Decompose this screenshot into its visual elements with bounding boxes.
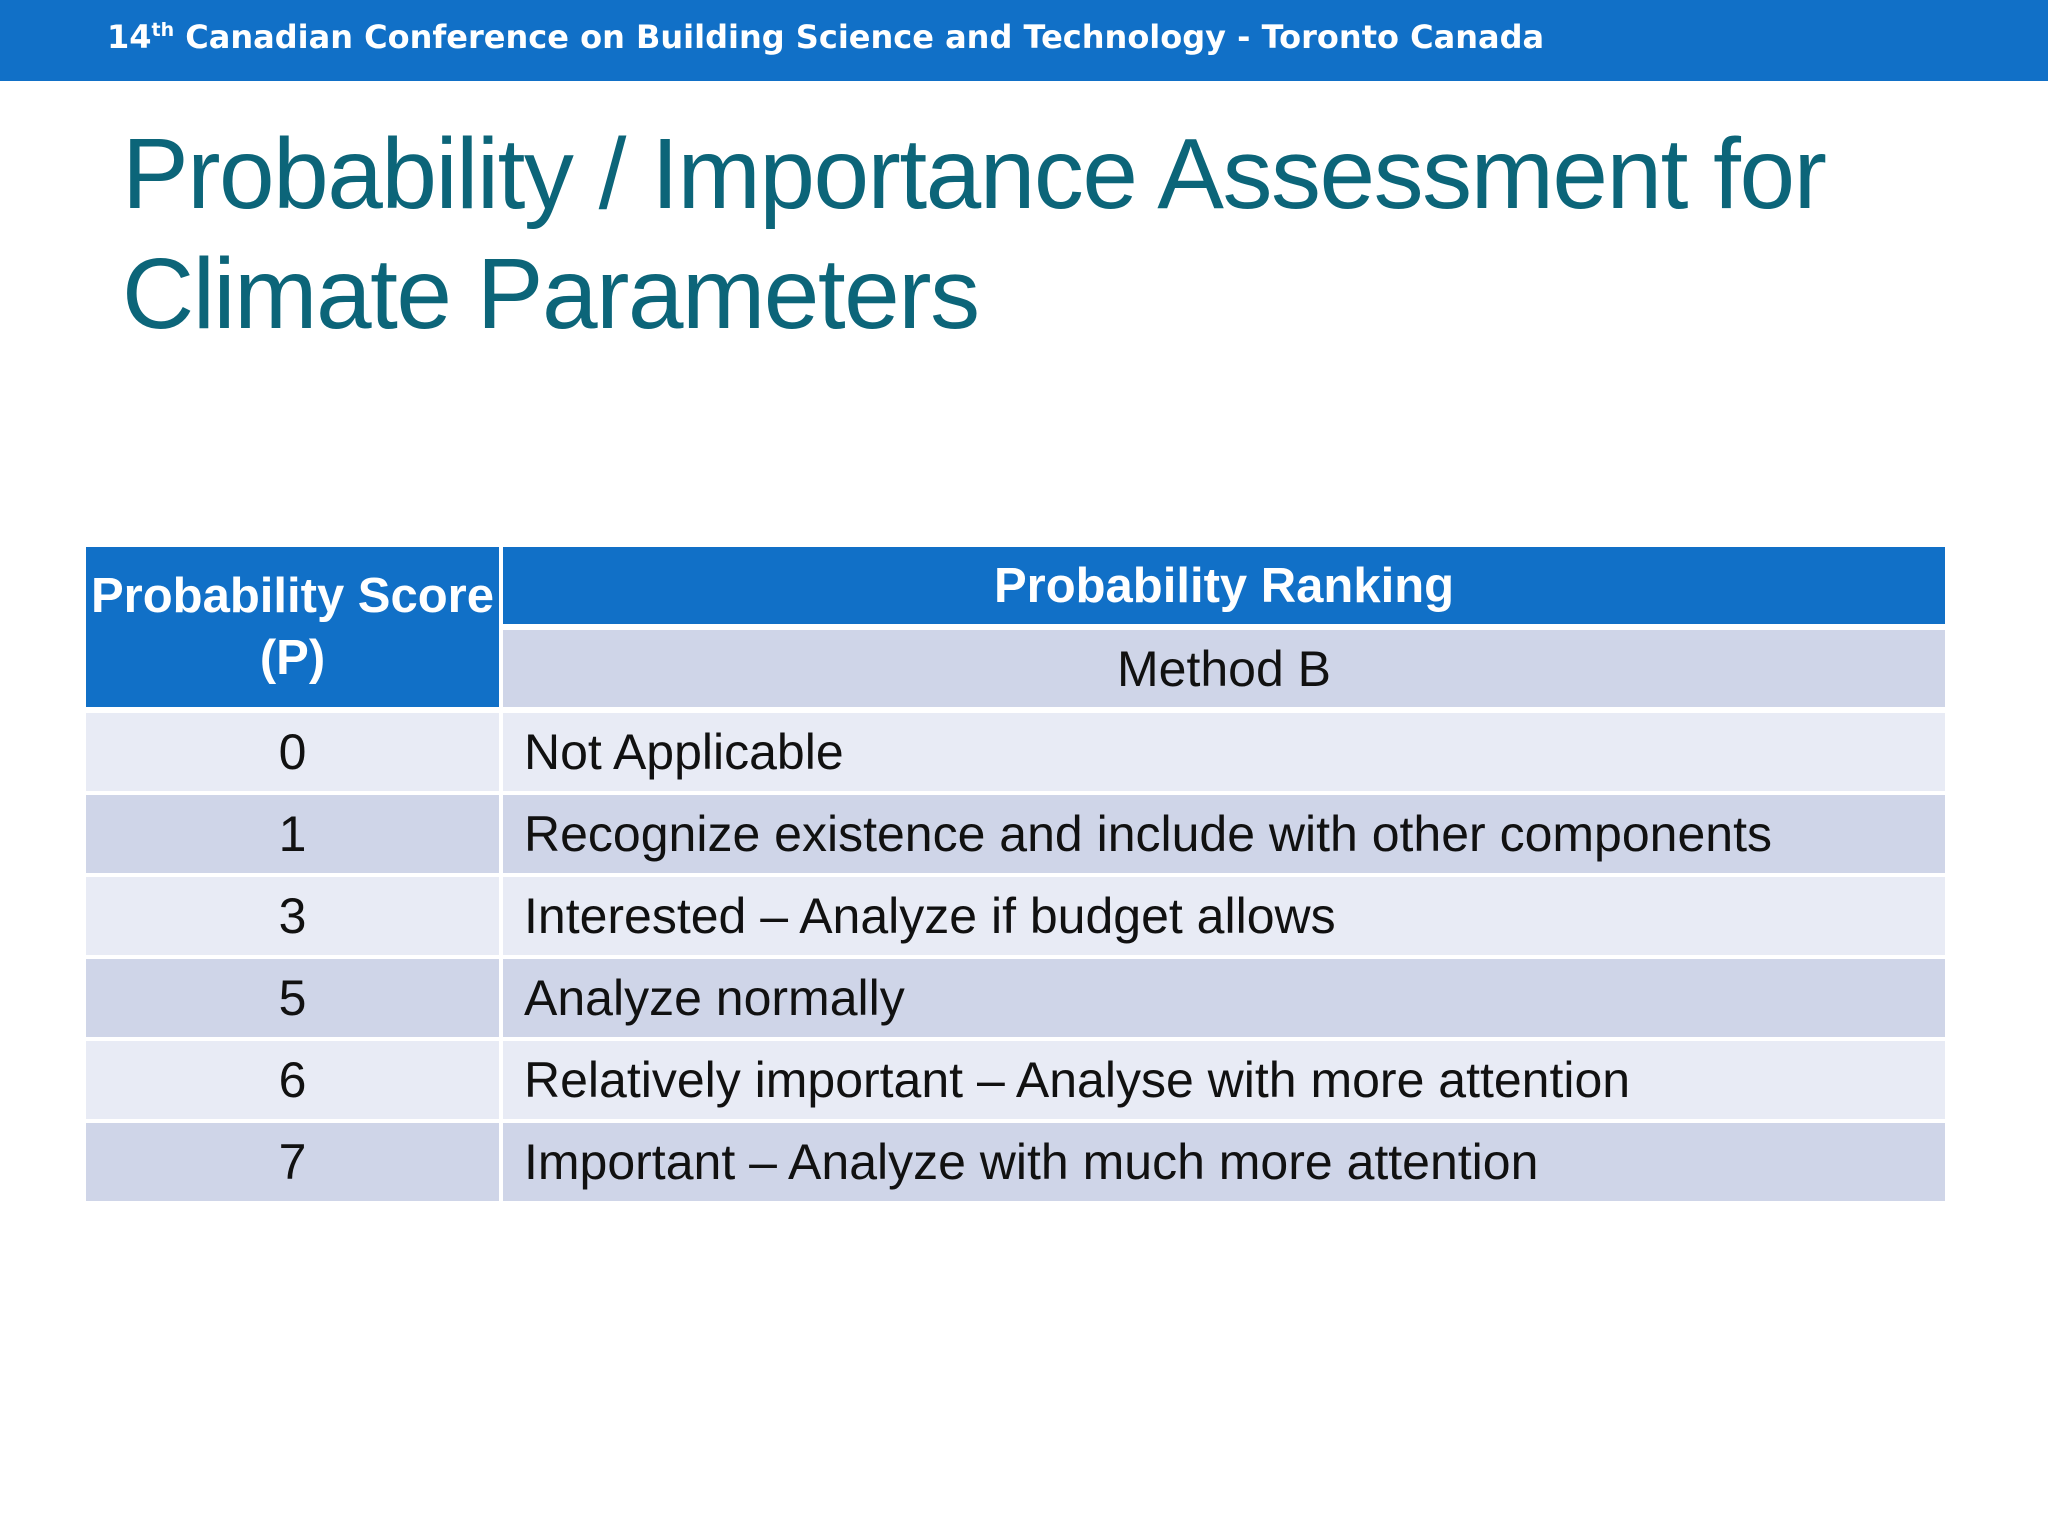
table-row-description: Important – Analyze with much more attention: [503, 1123, 1945, 1201]
banner-superscript: th: [151, 19, 175, 41]
banner-number: 14: [107, 18, 152, 56]
header-probability-score: Probability Score (P): [86, 547, 499, 707]
table-row-score: 7: [86, 1123, 499, 1201]
table-row-description: Relatively important – Analyse with more attention: [503, 1041, 1945, 1119]
table-row-description: Analyze normally: [503, 959, 1945, 1037]
subheader-method-b: Method B: [503, 630, 1945, 707]
header-probability-ranking: Probability Ranking: [503, 547, 1945, 624]
table-row-description: Not Applicable: [503, 713, 1945, 791]
table-row-score: 5: [86, 959, 499, 1037]
slide-title: [122, 114, 1922, 354]
table-row-score: 1: [86, 795, 499, 873]
table-row-description: Interested – Analyze if budget allows: [503, 877, 1945, 955]
probability-table: [86, 547, 1945, 1200]
table-row-description: Recognize existence and include with other components: [503, 795, 1945, 873]
table-row-score: 3: [86, 877, 499, 955]
title-line-1: Probability / Importance Assessment for: [122, 118, 1826, 230]
conference-banner: [0, 0, 2048, 81]
conference-name: [107, 14, 1544, 60]
title-line-2: Climate Parameters: [122, 238, 979, 350]
banner-text-rest: Canadian Conference on Building Science and Technology - Toronto Canada: [174, 18, 1545, 56]
table-row-score: 6: [86, 1041, 499, 1119]
table-row-score: 0: [86, 713, 499, 791]
